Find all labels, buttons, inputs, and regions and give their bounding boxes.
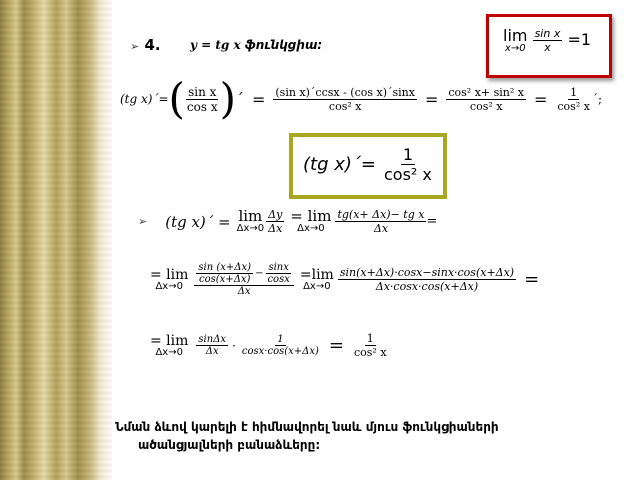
footer-line-1: Նման ձևով կարելի է հիմնավորել նաև մյուս ֆունկցիաների bbox=[115, 420, 499, 434]
heading-number: 4. bbox=[144, 36, 161, 54]
sin-over-dx: $\frac{\sin\Delta x}{\Delta x}$ bbox=[198, 334, 227, 357]
heading-function bbox=[190, 38, 322, 52]
limit-box bbox=[486, 14, 612, 78]
result-box bbox=[289, 133, 447, 199]
tg-derivative-lhs: (tg x)´= bbox=[120, 92, 169, 106]
bullet-icon: ➢ bbox=[138, 215, 148, 228]
final-result-fraction: $\frac{1}{\text{cos² x}}$ bbox=[354, 332, 387, 359]
identity-fraction: $\frac{\text{cos² x+ sin² x}}{\text{cos² x}}$ bbox=[448, 85, 524, 113]
tg-difference-quotient: $\frac{\text{tg(x+ Δx)− tg x}}{\Delta x}$ bbox=[337, 208, 425, 235]
derivative-lhs: (tg x)´ = bbox=[165, 212, 231, 231]
bullet-icon: ➢ bbox=[130, 40, 140, 53]
sin-over-cos: $\frac{\text{sin x}}{\text{cos x}}$ bbox=[186, 84, 218, 114]
quotient-fraction: $\frac{\text{(sin x)´ccsx - (cos x)´sinx}}{\text{cos² x}}$ bbox=[275, 85, 415, 113]
compound-fraction: $\frac{\sin (x+\Delta x)}{\cos(x+\Delta x)}$ − $\frac{\sin x}{\cos x}$ Δx bbox=[194, 262, 293, 297]
one-over-cos-product: $\frac{1}{\cos x\cdot\cos(x+\Delta x)}$ bbox=[241, 334, 319, 357]
expansion-line: = lim Δx→0 $\frac{\sin (x+\Delta x)}{\cos(x+\Delta x)}$ − $\frac{\sin x}{\cos x}$ Δx =lim Δx→0 $\frac{\sin(x+\Delta x)\cdot\cos x-\sin x\cdot\cos(x+\Delta x)}{\Delta x\cdot\cos x\cdot\cos(x+\Delta x)}$ = bbox=[150, 262, 540, 297]
result-fraction: $\frac{1}{\text{cos² x}}$ bbox=[383, 145, 432, 184]
close-paren: ) bbox=[219, 74, 236, 123]
expanded-fraction: $\frac{\sin(x+\Delta x)\cdot\cos x-\sin x\cdot\cos(x+\Delta x)}{\Delta x\cdot\cos x\cdot\cos(x+\Delta x)}$ bbox=[339, 266, 515, 293]
decorative-frame bbox=[0, 0, 112, 480]
quotient-rule-line: (tg x)´= ( $\frac{\text{sin x}}{\text{cos x}}$ ) ´ = $\frac{\text{(sin x)´ccsx - (cos x)´sinx}}{\text{cos² x}}$ = $\frac{\text{cos² x+ sin² x}}{\text{cos² x}}$ = $\frac{1}{\text{cos² x}}$ ´; bbox=[120, 74, 602, 123]
footer-note bbox=[115, 418, 499, 454]
open-paren: ( bbox=[168, 74, 185, 123]
final-limit-line: = lim Δx→0 $\frac{\sin\Delta x}{\Delta x}$ · $\frac{1}{\cos x\cdot\cos(x+\Delta x)}$ = $\frac{1}{\text{cos² x}}$ bbox=[150, 332, 387, 359]
limit-operator: lim x→0 bbox=[503, 25, 528, 54]
dy-over-dx: $\frac{\Delta y}{\Delta x}$ bbox=[268, 208, 283, 235]
function-word: ֆունկցիա: bbox=[244, 38, 323, 52]
footer-line-2: ածանցյալների բանաձևերը: bbox=[138, 438, 321, 452]
one-over-cos2: $\frac{1}{\text{cos² x}}$ bbox=[557, 85, 590, 113]
limit-operator-2: = lim Δx→0 bbox=[290, 207, 332, 234]
limit-operator-2: =lim Δx→0 bbox=[299, 266, 334, 292]
derivative-definition-line: ➢ (tg x)´ = lim Δx→0 $\frac{\Delta y}{\Delta x}$ = lim Δx→0 $\frac{\text{tg(x+ Δx)− tg x}}{\Delta x}$ = bbox=[138, 207, 438, 235]
function-expr: y = tg x bbox=[190, 38, 241, 52]
limit-result: =1 bbox=[567, 30, 592, 49]
limit-operator: = lim Δx→0 bbox=[150, 332, 189, 358]
result-lhs: (tg x)´= bbox=[303, 154, 376, 175]
limit-operator: = lim Δx→0 bbox=[150, 266, 189, 292]
heading bbox=[130, 36, 161, 54]
limit-operator: lim Δx→0 bbox=[236, 207, 265, 234]
limit-fraction: $\frac{\text{sin x}}{x}$ bbox=[534, 27, 561, 54]
